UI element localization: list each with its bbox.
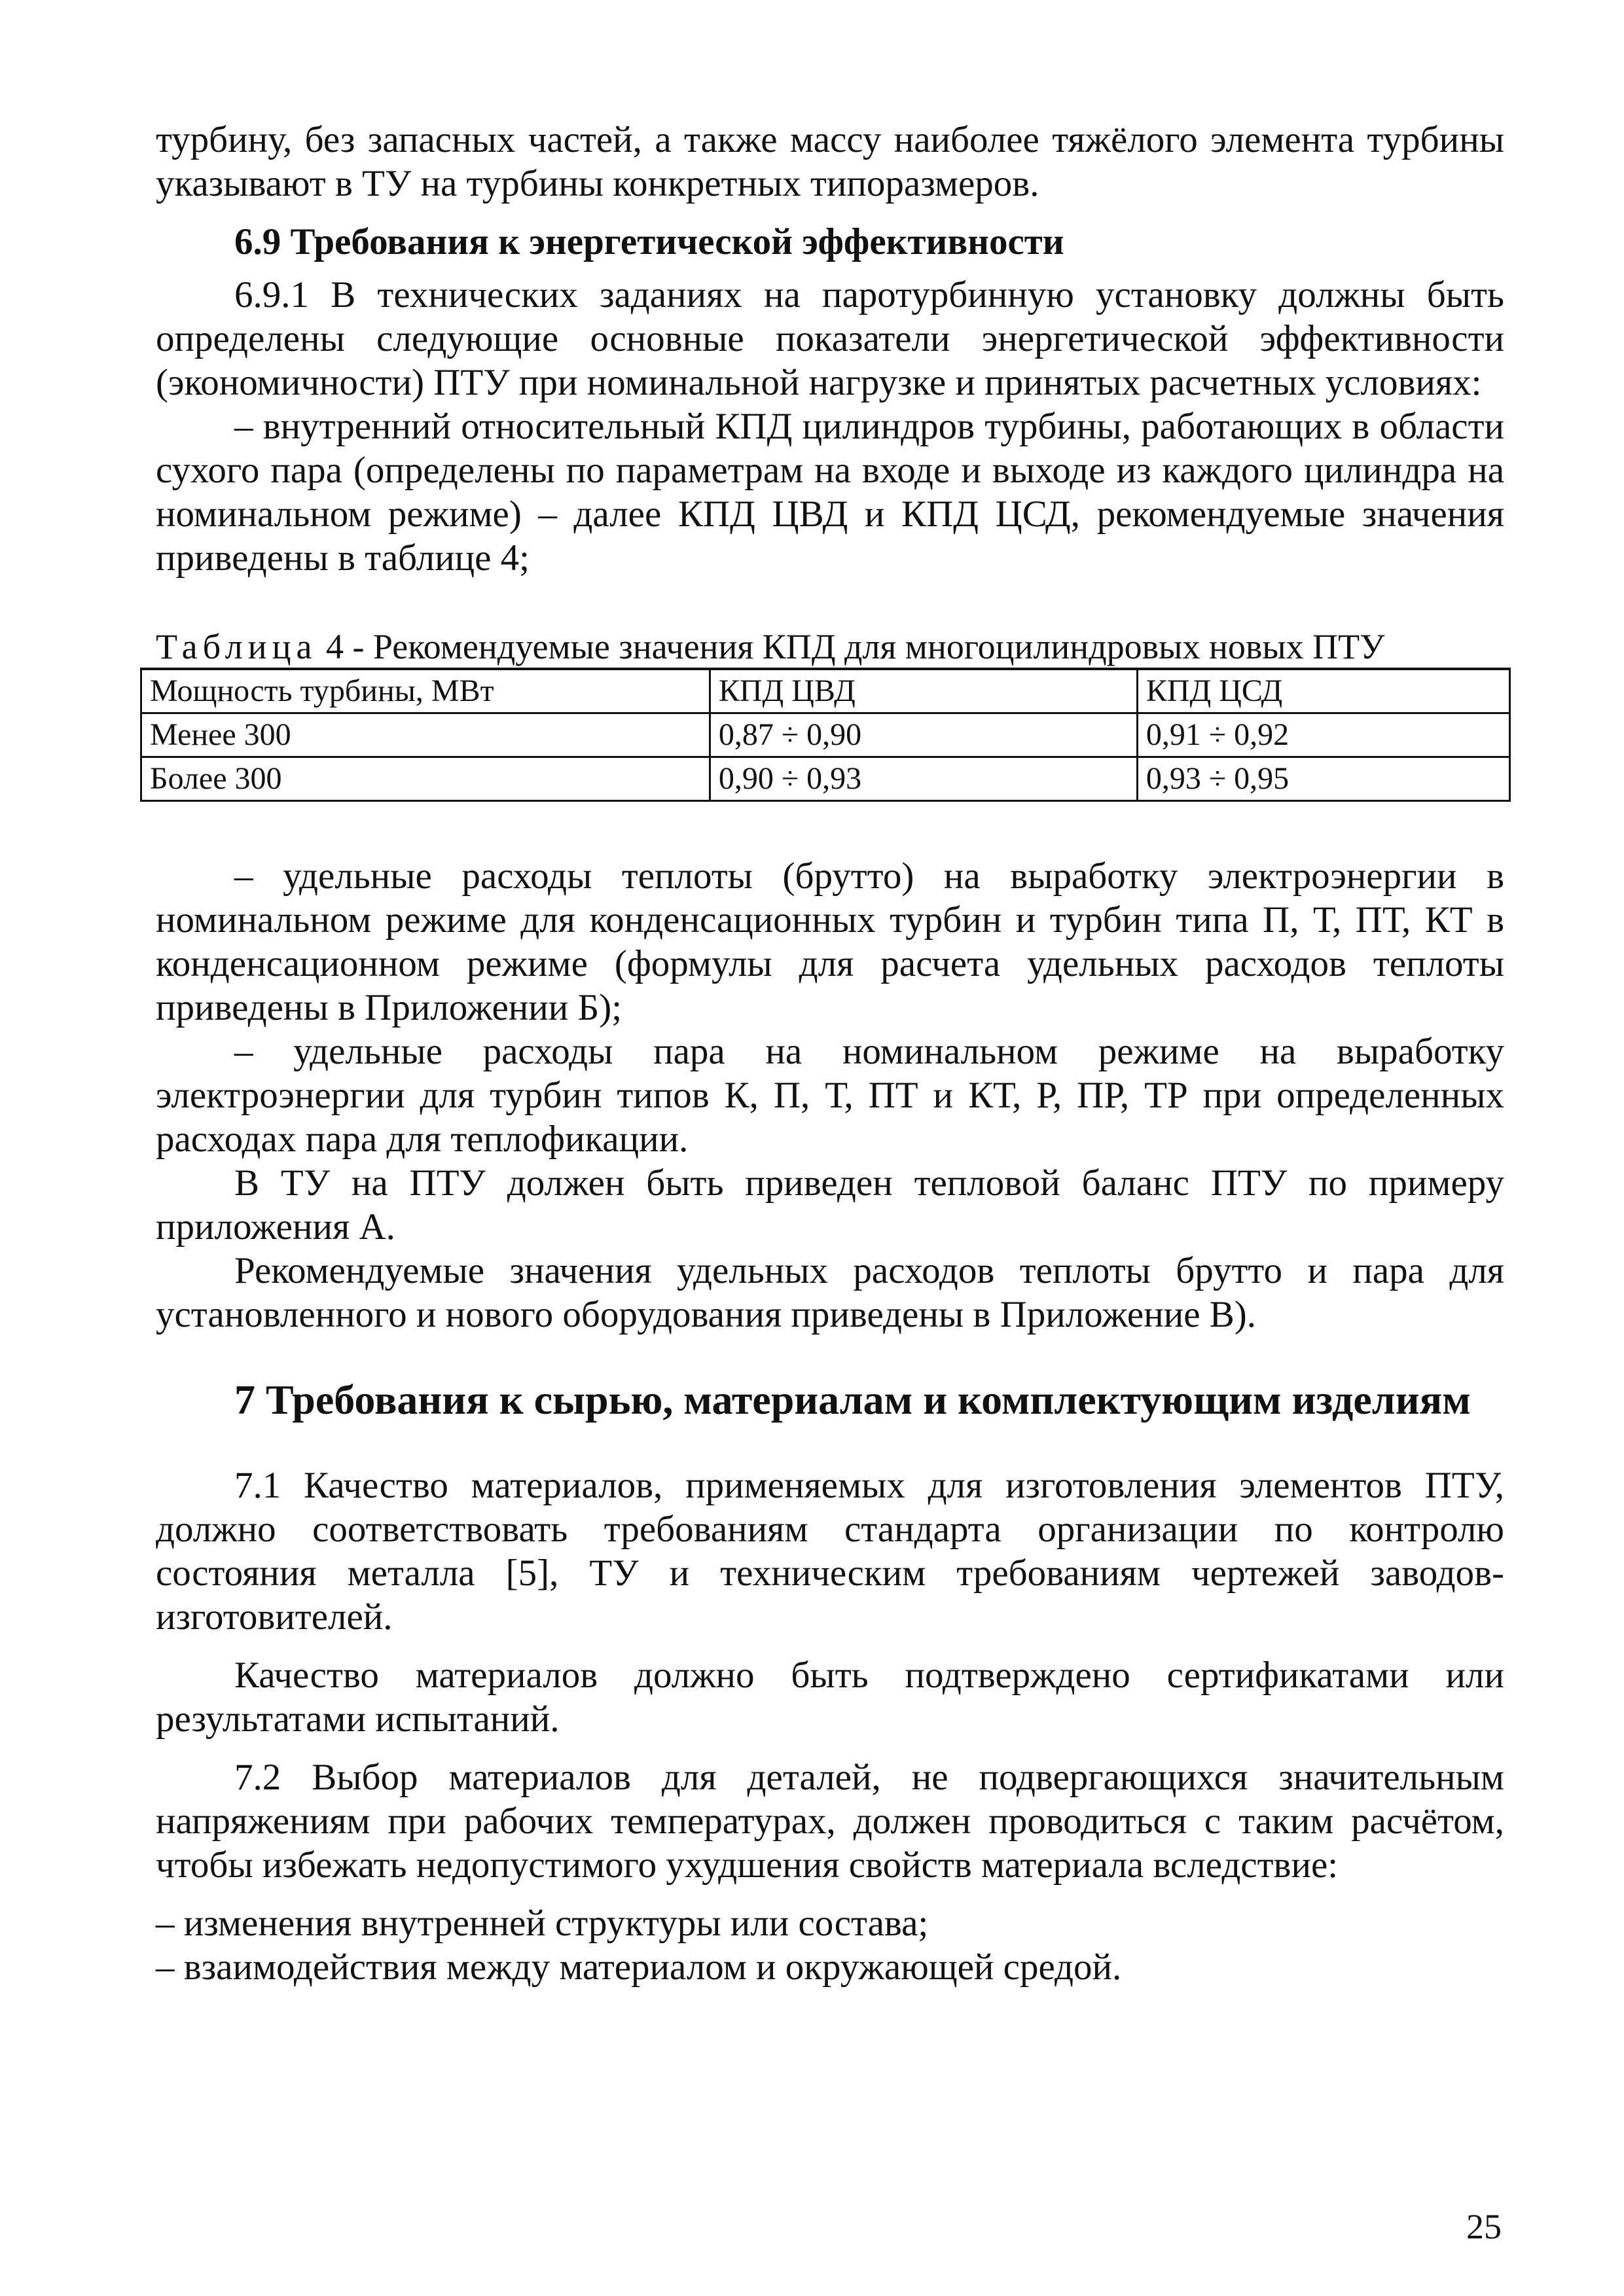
table-header-cell: КПД ЦВД (710, 669, 1137, 713)
page-number: 25 (1466, 2207, 1502, 2246)
list-item: – изменения внутренней структуры или состава; (156, 1903, 929, 1944)
paragraph-6-9-1: 6.9.1 В технических заданиях на паротурбинную установку должны быть определены следующие основные показатели энергетической эффективности (экономичности) ПТУ при номинальной нагрузке и принятых расчетных условиях: (156, 274, 1504, 403)
document-page (150, 118, 1504, 1989)
table-cell: Менее 300 (141, 713, 710, 757)
material-effects-list (156, 1901, 1504, 1989)
table-header-row (141, 669, 1510, 713)
list-item: – взаимодействия между материалом и окружающей средой. (156, 1946, 1122, 1988)
paragraph-material-quality: Качество материалов должно быть подтверждено сертификатами или результатами испытаний. (156, 1655, 1504, 1740)
table-row (141, 757, 1510, 801)
list-item-heat-consumption: – удельные расходы теплоты (брутто) на выработку электроэнергии в номинальном режиме для конденсационных турбин и турбин типа П, Т, ПТ, КТ в конденсационном режиме (формулы для расчета удельных расходов теплоты приведены в Приложении Б); (156, 855, 1504, 1028)
table-cell: 0,93 ÷ 0,95 (1137, 757, 1509, 801)
paragraph-7-1: 7.1 Качество материалов, применяемых для изготовления элементов ПТУ, должно соответствовать требованиям стандарта организации по контролю состояния металла [5], ТУ и техническим требованиям чертежей заводов-изготовителей. (156, 1465, 1504, 1638)
top-paragraph: турбину, без запасных частей, а также массу наиболее тяжёлого элемента турбины указывают в ТУ на турбины конкретных типоразмеров. (156, 119, 1504, 204)
list-item-steam-consumption: – удельные расходы пара на номинальном режиме на выработку электроэнергии для турбин типов К, П, Т, ПТ и КТ, Р, ПР, ТР при определенных расходах пара для теплофикации. (156, 1031, 1504, 1160)
table-cell: 0,90 ÷ 0,93 (710, 757, 1137, 801)
paragraph-heat-balance: В ТУ на ПТУ должен быть приведен тепловой баланс ПТУ по примеру приложения А. (156, 1162, 1504, 1247)
paragraph-7-2: 7.2 Выбор материалов для деталей, не подвергающихся значительным напряжениям при рабочих температурах, должен проводиться с таким расчётом, чтобы избежать недопустимого ухудшения свойств материала вследствие: (156, 1757, 1504, 1886)
table-row (141, 713, 1510, 757)
table-caption-text: 4 - Рекомендуемые значения КПД для многоцилиндровых новых ПТУ (317, 627, 1385, 666)
table-4-caption (156, 626, 1504, 668)
section-7-heading: 7 Требования к сырью, материалам и комплектующим изделиям (234, 1376, 1471, 1423)
list-item-kpd-cylinders: – внутренний относительный КПД цилиндров турбины, работающих в области сухого пара (определены по параметрам на входе и выходе из каждого цилиндра на номинальном режиме) – далее КПД ЦВД и КПД ЦСД, рекомендуемые значения приведены в таблице 4; (156, 406, 1504, 579)
table-cell: 0,87 ÷ 0,90 (710, 713, 1137, 757)
table-caption-label: Таблица (156, 627, 317, 666)
kpd-table (140, 668, 1511, 802)
table-header-cell: КПД ЦСД (1137, 669, 1509, 713)
section-6-9-heading: 6.9 Требования к энергетической эффективности (234, 221, 1064, 262)
table-cell: Более 300 (141, 757, 710, 801)
table-header-cell: Мощность турбины, МВт (141, 669, 710, 713)
paragraph-recommended-values: Рекомендуемые значения удельных расходов теплоты брутто и пара для установленного и нового оборудования приведены в Приложение В). (156, 1250, 1504, 1335)
table-cell: 0,91 ÷ 0,92 (1137, 713, 1509, 757)
